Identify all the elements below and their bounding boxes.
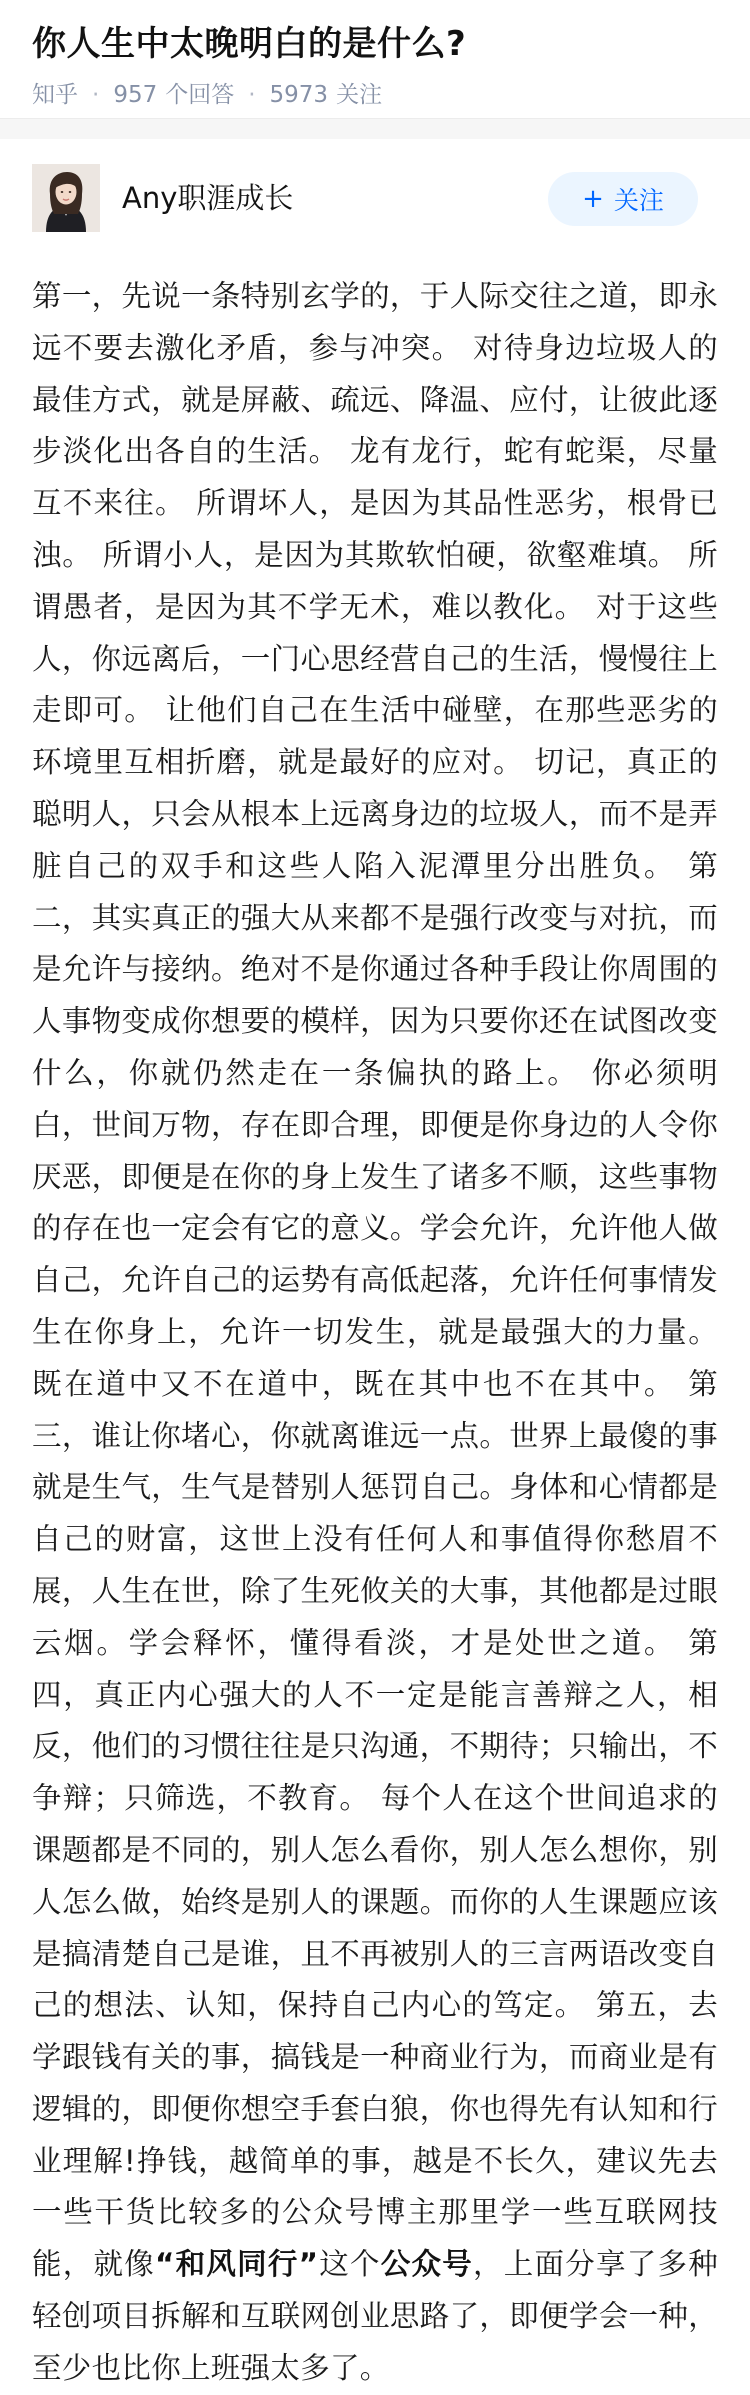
answer-paragraph	[32, 271, 718, 2395]
answer-text-mid: 这个	[318, 2247, 381, 2282]
answer-text-end: ，上面分享了多种轻创项目拆解和互联网创业思路了，即便学会一种，至少也比你上班强太多了。	[32, 2247, 718, 2385]
follower-count: 5973	[269, 82, 329, 108]
answer-count-label[interactable]: 个回答	[165, 82, 235, 108]
author-row	[0, 139, 750, 257]
avatar[interactable]	[32, 164, 100, 232]
answer-body	[0, 257, 750, 2395]
meta-separator: ·	[248, 82, 256, 108]
plus-icon: +	[582, 184, 604, 214]
follower-count-label[interactable]: 关注	[336, 82, 383, 108]
meta-separator: ·	[92, 82, 100, 108]
avatar-photo-icon	[32, 164, 100, 232]
quote-open: “	[154, 2247, 175, 2282]
highlight-account-type: 公众号	[380, 2247, 473, 2282]
question-title[interactable]: 你人生中太晚明白的是什么?	[32, 24, 467, 64]
source-label[interactable]: 知乎	[32, 82, 78, 108]
answer-count: 957	[113, 82, 158, 108]
author-name[interactable]: Any职涯成长	[122, 181, 294, 215]
quote-close: ”	[298, 2247, 319, 2282]
section-divider	[0, 118, 750, 139]
follow-button-label: 关注	[613, 186, 664, 215]
question-meta	[32, 78, 718, 112]
question-header	[0, 0, 750, 118]
highlight-account-name: 和风同行	[174, 2247, 299, 2282]
follow-button[interactable]	[548, 172, 698, 226]
answer-text-main: 第一，先说一条特别玄学的，于人际交往之道，即永远不要去激化矛盾，参与冲突。 对待身边垃圾人的最佳方式，就是屏蔽、疏远、降温、应付，让彼此逐步淡化出各自的生活。 龙有龙行，蛇有蛇渠，尽量互不来往。 所谓坏人，是因为其品性恶劣，根骨已浊。 所谓小人，是因为其欺软怕硬，欲壑难填。 所谓愚者，是因为其不学无术，难以教化。 对于这些人，你远离后，一门心思经营自己的生活，慢慢往上走即可。 让他们自己在生活中碰壁，在那些恶劣的环境里互相折磨，就是最好的应对。 切记，真正的聪明人，只会从根本上远离身边的垃圾人，而不是弄脏自己的双手和这些人陷入泥潭里分出胜负。 第二，其实真正的强大从来都不是强行改变与对抗，而是允许与接纳。绝对不是你通过各种手段让你周围的人事物变成你想要的模样，因为只要你还在试图改变什么，你就仍然走在一条偏执的路上。 你必须明白，世间万物，存在即合理，即便是你身边的人令你厌恶，即便是在你的身上发生了诸多不顺，这些事物的存在也一定会有它的意义。学会允许，允许他人做自己，允许自己的运势有高低起落，允许任何事情发生在你身上，允许一切发生，就是最强大的力量。 既在道中又不在道中，既在其中也不在其中。 第三，谁让你堵心，你就离谁远一点。世界上最傻的事就是生气，生气是替别人惩罚自己。身体和心情都是自己的财富，这世上没有任何人和事值得你愁眉不展，人生在世，除了生死攸关的大事，其他都是过眼云烟。学会释怀，懂得看淡，才是处世之道。 第四，真正内心强大的人不一定是能言善辩之人，相反，他们的习惯往往是只沟通，不期待；只输出，不争辩；只筛选，不教育。 每个人在这个世间追求的课题都是不同的，别人怎么看你，别人怎么想你，别人怎么做，始终是别人的课题。而你的人生课题应该是搞清楚自己是谁，且不再被别人的三言两语改变自己的想法、认知，保持自己内心的笃定。 第五，去学跟钱有关的事，搞钱是一种商业行为，而商业是有逻辑的，即便你想空手套白狼，你也得先有认知和行业理解!挣钱，越简单的事，越是不长久，建议先去一些干货比较多的公众号博主那里学一些互联网技能，就像	[32, 279, 718, 2282]
